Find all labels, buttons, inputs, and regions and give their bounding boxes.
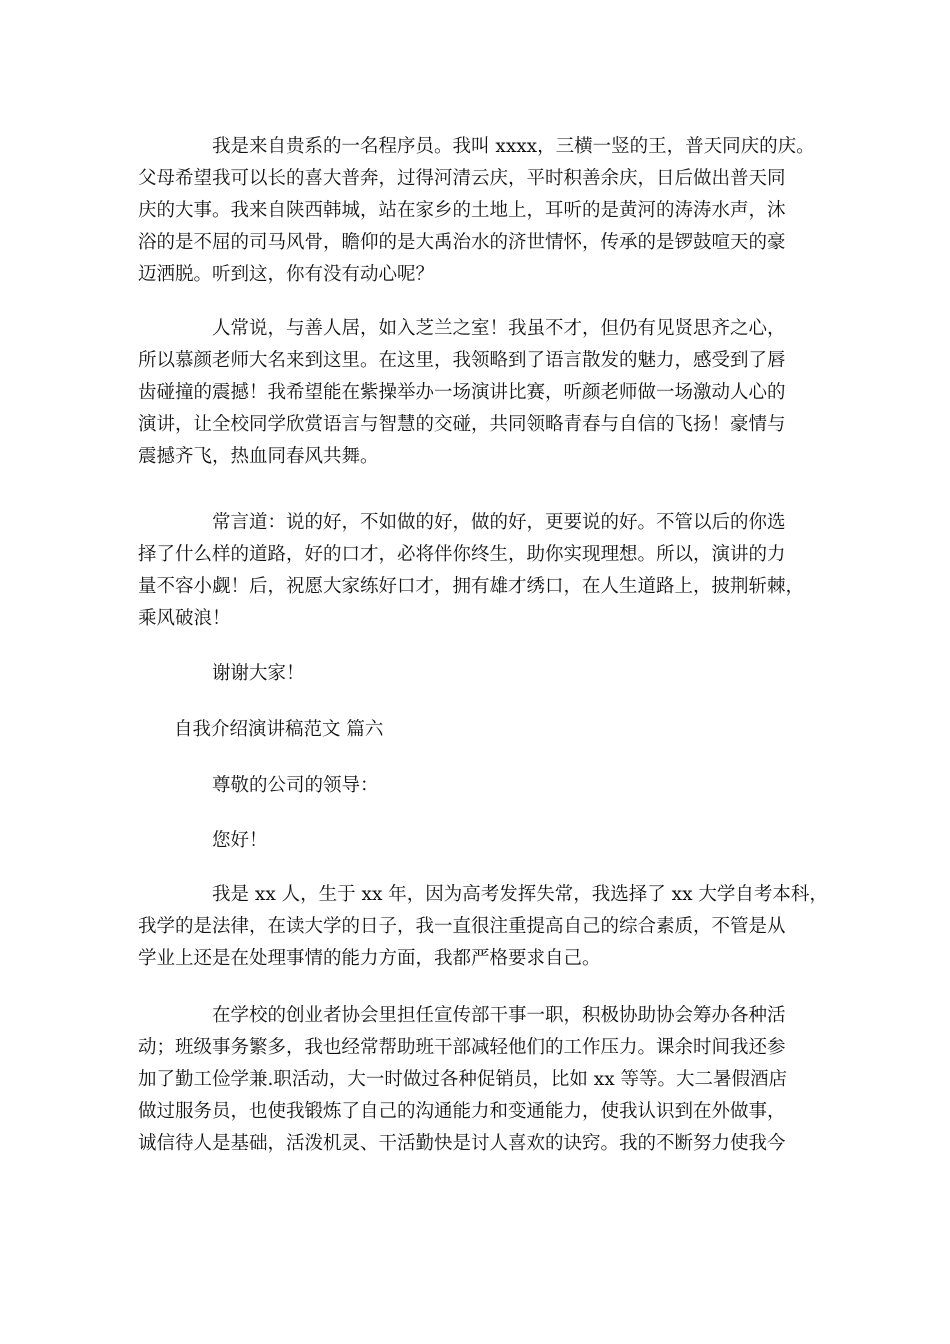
text-line: 震撼齐飞，热血同春风共舞。 [138,446,379,467]
text-line: 常言道：说的好，不如做的好，做的好，更要说的好。不管以后的你选 [212,512,786,533]
text-line: 我学的是法律，在读大学的日子，我一直很注重提高自己的综合素质，不管是从 [138,916,786,937]
text-line: 动；班级事务繁多，我也经常帮助班干部减轻他们的工作压力。课余时间我还参 [138,1037,786,1058]
text-line: 演讲，让全校同学欣赏语言与智慧的交碰，共同领略青春与自信的飞扬！豪情与 [138,414,786,435]
text-line: 人常说，与善人居，如入芝兰之室！我虽不才，但仍有见贤思齐之心， [212,318,786,339]
text-line: 学业上还是在处理事情的能力方面，我都严格要求自己。 [138,948,601,969]
text-line: 我是 xx 人，生于 xx 年，因为高考发挥失常，我选择了 xx 大学自考本科， [212,884,828,905]
text-line: 量不容小觑！后，祝愿大家练好口才，拥有雄才绣口，在人生道路上，披荆斩棘， [138,576,805,597]
text-line: 迈洒脱。听到这，你有没有动心呢？ [138,264,435,285]
text-line: 在学校的创业者协会里担任宣传部干事一职，积极协助协会筹办各种活 [212,1005,786,1026]
text-line: 尊敬的公司的领导： [212,775,379,796]
paragraph-self-introduction [138,131,838,291]
text-line: 我是来自贵系的一名程序员。我叫 xxxx，三横一竖的王，普天同庆的庆。 [212,136,815,157]
paragraph-greeting [138,825,838,857]
text-line: 庆的大事。我来自陕西韩城，站在家乡的土地上，耳听的是黄河的涛涛水声，沐 [138,200,786,221]
text-line: 诚信待人是基础，活泼机灵、干活勤快是讨人喜欢的诀窍。我的不断努力使我今 [138,1133,786,1154]
text-line: 所以慕颜老师大名来到这里。在这里，我领略到了语言散发的魅力，感受到了唇 [138,350,786,371]
text-line: 您好！ [212,830,268,851]
text-line: 做过服务员，也使我锻炼了自己的沟通能力和变通能力，使我认识到在外做事， [138,1101,786,1122]
section-heading [138,714,838,746]
text-line: 父母希望我可以长的喜大普奔，过得河清云庆，平时积善余庆，日后做出普天同 [138,168,786,189]
text-line: 浴的是不屈的司马风骨，瞻仰的是大禹治水的济世情怀，传承的是锣鼓喧天的豪 [138,232,786,253]
text-line: 齿碰撞的震撼！我希望能在紫操举办一场演讲比赛，听颜老师做一场激动人心的 [138,382,786,403]
text-line: 加了勤工俭学兼.职活动，大一时做过各种促销员，比如 xx 等等。大二暑假酒店 [138,1069,788,1090]
paragraph-background [138,879,838,975]
text-line: 乘风破浪！ [138,608,231,629]
paragraph-experience [138,1000,838,1160]
paragraph-eloquence [138,507,838,635]
text-line: 择了什么样的道路，好的口才，必将伴你终生，助你实现理想。所以，演讲的力 [138,544,786,565]
heading-text: 自我介绍演讲稿范文 篇六 [174,719,384,740]
paragraph-thanks [138,658,838,690]
paragraph-speech-wish [138,313,838,473]
paragraph-salutation [138,770,838,802]
text-line: 谢谢大家！ [212,663,305,684]
